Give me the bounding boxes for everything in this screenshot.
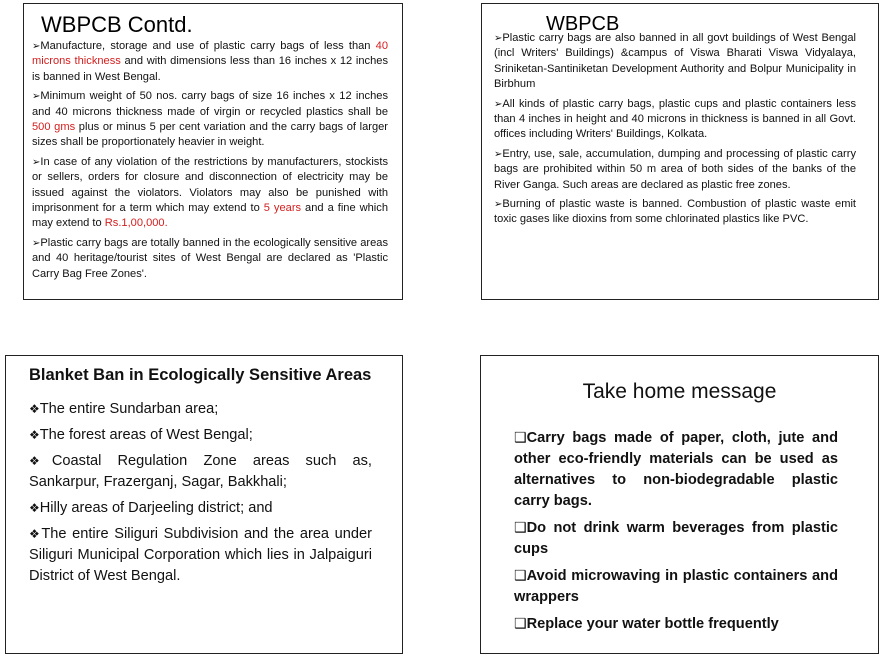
list-item: ❑Do not drink warm beverages from plastic cups xyxy=(514,519,838,557)
arrow-bullet-icon: ➢ xyxy=(32,156,41,168)
slide-title: Take home message xyxy=(582,380,777,403)
arrow-bullet-icon: ➢ xyxy=(32,41,41,52)
slide-wbpcb xyxy=(481,3,879,300)
list-item: ❖The entire Siliguri Subdivision and the area under Siliguri Municipal Corporation which lies in Jalpaiguri District of West Bengal. xyxy=(29,526,373,584)
list-item: ❖The entire Sundarban area; xyxy=(29,401,219,417)
star-bullet-icon: ❖ xyxy=(29,501,40,515)
arrow-bullet-icon: ➢ xyxy=(494,199,503,211)
slide-body xyxy=(29,399,372,592)
star-bullet-icon: ❖ xyxy=(29,402,40,416)
slide-blanket-ban xyxy=(5,355,403,654)
arrow-bullet-icon: ➢ xyxy=(32,237,41,249)
checkbox-bullet-icon: ❑ xyxy=(514,567,527,583)
list-item: ❑Replace your water bottle frequently xyxy=(514,615,779,632)
arrow-bullet-icon: ➢ xyxy=(494,33,503,44)
slide-title: WBPCB Contd. xyxy=(41,12,193,37)
slide-body xyxy=(32,39,388,286)
arrow-bullet-icon: ➢ xyxy=(494,148,503,160)
slide-take-home xyxy=(480,355,879,654)
bullet-paragraph: ➢Plastic carry bags are also banned in all govt buildings of West Bengal (incl Writers' Buildings) &campus of Viswa Bharati Viswa Vidyalaya, Sriniketan-Santiniketan Development Authority and Bolpur Municipality in Birbhum xyxy=(494,32,856,91)
slide-wbpcb-contd xyxy=(23,3,403,300)
bullet-paragraph: ➢In case of any violation of the restrictions by manufacturers, stockists or sellers, orders for closure and disconnection of electricity may be issued against the violators. Violators may also be punished with imprisonment for a term which may extend to 5 years and a fine which may extend to Rs.1,00,000. xyxy=(32,155,388,230)
slide-body xyxy=(494,31,856,232)
list-item: ❑Carry bags made of paper, cloth, jute and other eco-friendly materials can be used as alternatives to non-biodegradable plastic carry bags. xyxy=(514,429,838,509)
slide-title: WBPCB xyxy=(546,13,620,35)
bullet-paragraph: ➢Entry, use, sale, accumulation, dumping and processing of plastic carry bags are prohibited within 50 m area of both sides of the banks of the River Ganga. Such areas are declared as plastic free zones. xyxy=(494,147,856,191)
checkbox-bullet-icon: ❑ xyxy=(514,615,527,631)
list-item: ❖Coastal Regulation Zone areas such as, Sankarpur, Frazerganj, Sagar, Bakkhali; xyxy=(29,453,372,490)
star-bullet-icon: ❖ xyxy=(29,527,42,541)
arrow-bullet-icon: ➢ xyxy=(32,91,41,103)
list-item: ❖The forest areas of West Bengal; xyxy=(29,427,253,443)
bullet-paragraph: ➢Plastic carry bags are totally banned in the ecologically sensitive areas and 40 heritage/tourist sites of West Bengal are declared as 'Plastic Carry Bag Free Zones'. xyxy=(32,236,388,280)
star-bullet-icon: ❖ xyxy=(29,454,52,468)
arrow-bullet-icon: ➢ xyxy=(494,98,503,110)
star-bullet-icon: ❖ xyxy=(29,428,40,442)
list-item: ❑Avoid microwaving in plastic containers and wrappers xyxy=(514,567,838,605)
slide-title: Blanket Ban in Ecologically Sensitive Areas xyxy=(29,366,372,384)
bullet-paragraph: ➢Burning of plastic waste is banned. Combustion of plastic waste emit toxic gases like dioxins from some chlorinated plastics like PVC. xyxy=(494,198,856,226)
checkbox-bullet-icon: ❑ xyxy=(514,519,527,535)
bullet-paragraph: ➢Minimum weight of 50 nos. carry bags of size 16 inches x 12 inches and 40 microns thickness made of virgin or recycled plastics shall be 500 gms plus or minus 5 per cent variation and the carry bags of larger sizes shall be proportionately heavier in weight. xyxy=(32,90,388,149)
list-item: ❖Hilly areas of Darjeeling district; and xyxy=(29,500,273,516)
bullet-paragraph: ➢All kinds of plastic carry bags, plastic cups and plastic containers less than 4 inches in height and 40 microns in thickness is banned in all Govt. offices including Writers' Buildings, Kolkata. xyxy=(494,97,856,141)
slide-body xyxy=(514,427,838,640)
bullet-paragraph: ➢Manufacture, storage and use of plastic carry bags of less than 40 microns thickness and with dimensions less than 16 inches x 12 inches is banned in West Bengal. xyxy=(32,40,388,83)
checkbox-bullet-icon: ❑ xyxy=(514,429,527,445)
